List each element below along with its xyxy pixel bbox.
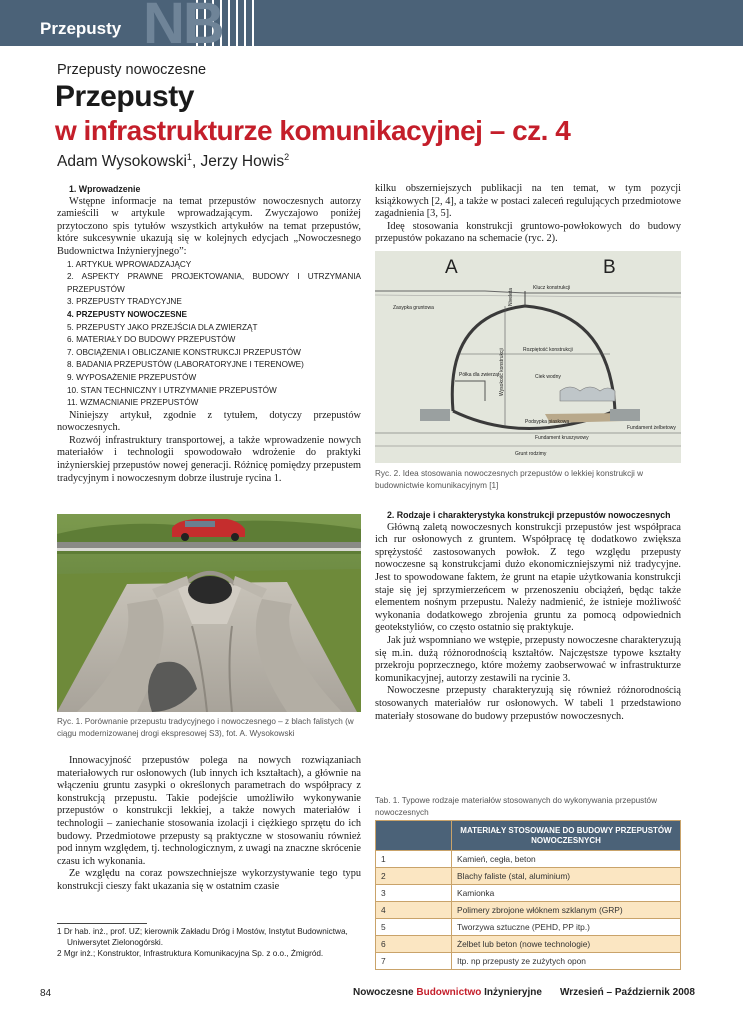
diagram-label-b: B	[603, 257, 616, 278]
paragraph: Innowacyjność przepustów polega na nowych rozwiązaniach materiałowych rur osłonowych (lub innych ich kształtach), a głównie na włączeniu gruntu zasypki o określonych parametrach do współpracy z konstrukcją przepustu. Takie podejście umożliwiło wykonywanie przepustów o konstrukcji lekkiej, a także nowych materiałów i technologii – zaniechanie stosowania izolacji i ciężkiego sprzętu do ich budowy. Przedmiotowe przepusty są praktyczne w stosowaniu również pod innym względem, tj. technologicznym, z uwagi na znaczne skrócenie czasu ich wykonania.	[57, 755, 361, 867]
toc-item: 1. ARTYKUŁ WPROWADZAJĄCY	[67, 259, 192, 269]
author-1: Adam Wysokowski	[57, 153, 187, 171]
author-1-footnote-mark: 1	[186, 152, 192, 162]
table-cell-number: 6	[376, 936, 452, 953]
left-column-top	[57, 183, 361, 485]
table-cell-material: Itp. np przepusty ze zużytych opon	[452, 953, 681, 970]
table-row	[376, 851, 681, 868]
figure-1-caption: Ryc. 1. Porównanie przepustu tradycyjnego i nowoczesnego – z blach falistych (w ciągu modernizowanej drogi ekspresowej S3), fot. A. Wysokowski	[57, 717, 354, 738]
right-column-top	[375, 183, 681, 246]
paragraph: Rozwój infrastruktury transportowej, a także wprowadzenie nowych materiałów i technologii spowodowało wdrożenie do praktyki inżynierskiej przepustów nowej generacji. Różnicę pomiędzy przepustem tradycyjnym i nowoczesnym dobrze ilustruje rycina 1.	[57, 434, 361, 484]
table-cell-material: Tworzywa sztuczne (PEHD, PP itp.)	[452, 919, 681, 936]
table-cell-material: Żelbet lub beton (nowe technologie)	[452, 936, 681, 953]
paragraph: Jak już wspomniano we wstępie, przepusty nowoczesne charakteryzują się m.in. dużą różnorodnością kształtów. Najczęstsze typowe kształty przekroju poprzecznego, które możemy zaobserwować w infrastrukturze komunikacyjnej, autorzy zestawili na rycinie 3.	[375, 634, 681, 684]
table-row	[376, 936, 681, 953]
diagram-text: Wysokość konstrukcji	[499, 348, 505, 396]
materials-table	[375, 820, 681, 970]
footnotes	[57, 927, 361, 959]
issue-date: Wrzesień – Październik 2008	[560, 987, 695, 998]
table-row	[376, 885, 681, 902]
footnote-1: 1 Dr hab. inż., prof. UZ; kierownik Zakładu Dróg i Mostów, Instytut Budownictwa, Uniwersytet Zielonogórski.	[57, 927, 348, 947]
table-cell-number: 7	[376, 953, 452, 970]
article-kicker: Przepusty nowoczesne	[57, 62, 207, 78]
magazine-name	[353, 987, 542, 998]
toc-item: 9. WYPOSAŻENIE PRZEPUSTÓW	[67, 372, 197, 382]
culvert-diagram	[375, 251, 681, 463]
table-1-caption: Tab. 1. Typowe rodzaje materiałów stosowanych do wykonywania przepustów nowoczesnych	[375, 796, 658, 817]
table-cell-number: 4	[376, 902, 452, 919]
diagram-text: Zasypka gruntowa	[393, 305, 434, 311]
diagram-text: Niveleta	[508, 287, 514, 306]
diagram-text: Fundament kruszywowy	[535, 435, 589, 441]
magazine-name-accent: Budownictwo	[416, 987, 482, 998]
table-row	[376, 902, 681, 919]
toc-item: 3. PRZEPUSTY TRADYCYJNE	[67, 297, 182, 307]
author-2-footnote-mark: 2	[284, 152, 290, 162]
author-2: , Jerzy Howis	[191, 153, 285, 171]
section-header-band	[0, 0, 743, 56]
table-row	[376, 953, 681, 970]
series-toc	[57, 259, 361, 410]
paragraph: Wstępne informacje na temat przepustów nowoczesnych autorzy zamieścili w artykule wprowadzającym. Zwyczajowo poniżej przytoczono spis tytułów wszystkich artykułów na temat przepustów, które sukcesywnie ukazują się w kolejnych edycjach „Nowoczesnego Budownictwa Inżynieryjnego”:	[57, 195, 361, 257]
diagram-text: Klucz konstrukcji	[533, 285, 571, 291]
diagram-text: Półka dla zwierząt	[459, 372, 500, 378]
diagram-text: Podsypka piaskowa	[525, 419, 570, 425]
toc-item: 10. STAN TECHNICZNY I UTRZYMANIE PRZEPUSTÓW	[67, 385, 277, 395]
diagram-text: Ciek wodny	[535, 374, 561, 380]
toc-item: 5. PRZEPUSTY JAKO PRZEJŚCIA DLA ZWIERZĄT	[67, 322, 258, 332]
paragraph: kilku obszerniejszych publikacji na ten temat, w tym pozycji książkowych [2, 4], a także w postaci zaleceń regulujących przedmiotowe zagadnienia [3, 5].	[375, 183, 681, 220]
table-cell-material: Blachy faliste (stal, aluminium)	[452, 868, 681, 885]
paragraph: Niniejszy artykuł, zgodnie z tytułem, dotyczy przepustów nowoczesnych.	[57, 409, 361, 434]
section-title: Przepusty	[40, 19, 122, 38]
footnote-rule	[57, 923, 147, 924]
section-heading-intro: 1. Wprowadzenie	[69, 184, 141, 194]
article-title-line2: w infrastrukturze komunikacyjnej – cz. 4	[55, 115, 571, 146]
culvert-photo	[57, 514, 361, 712]
left-column-bottom	[57, 755, 361, 894]
toc-item: 7. OBCIĄŻENIA I OBLICZANIE KONSTRUKCJI PRZEPUSTÓW	[67, 347, 301, 357]
diagram-text: Fundament żelbetowy	[627, 425, 676, 431]
right-column-middle	[375, 509, 681, 723]
table-cell-material: Kamionka	[452, 885, 681, 902]
article-title-line1: Przepusty	[55, 80, 194, 113]
footnote-2: 2 Mgr inż.; Konstruktor, Infrastruktura Komunikacyjna Sp. z o.o., Żmigród.	[57, 948, 324, 958]
paragraph: Główną zaletą nowoczesnych konstrukcji przepustów jest współpraca ich rur osłonowych z gruntem. Współpracę tę dodatkowo zwiększa sprężystość zastosowanych powłok. Z tego względu przepusty nowoczesne są konstrukcjami dużo ekonomiczniejszymi niż tradycyjne. Jest to spowodowane faktem, że grunt na etapie użytkowania konstrukcji staje się jej sprzymierzeńcem w przenoszeniu obciążeń, będąc także elementem nośnym przepustu. Należy nadmienić, że istnieje możliwość wykonania dodatkowego zbrojenia gruntu za pomocą odpowiednich geotekstyliów, co często ostatnio się praktykuje.	[375, 521, 681, 634]
magazine-name-part: Inżynieryjne	[481, 987, 542, 998]
table-header: MATERIAŁY STOSOWANE DO BUDOWY PRZEPUSTÓW NOWOCZESNYCH	[452, 821, 681, 851]
paragraph: Ideę stosowania konstrukcji gruntowo-powłokowych do budowy przepustów pokazano na schemacie (ryc. 2).	[375, 220, 681, 245]
toc-item-current: 4. PRZEPUSTY NOWOCZESNE	[67, 309, 187, 319]
table-cell-number: 5	[376, 919, 452, 936]
diagram-text: Rozpiętość konstrukcji	[523, 347, 573, 353]
table-cell-number: 3	[376, 885, 452, 902]
table-cell-material: Kamień, cegła, beton	[452, 851, 681, 868]
table-cell-material: Polimery zbrojone włóknem szklanym (GRP)	[452, 902, 681, 919]
diagram-text: Grunt rodzimy	[515, 451, 547, 457]
toc-item: 6. MATERIAŁY DO BUDOWY PRZEPUSTÓW	[67, 335, 236, 345]
paragraph: Nowoczesne przepusty charakteryzują się również różnorodnością stosowanych materiałów rur osłonowych. W tabeli 1 przedstawiono materiały stosowane do budowy przepustów nowoczesnych.	[375, 685, 681, 722]
toc-item: 11. WZMACNIANIE PRZEPUSTÓW	[67, 398, 199, 408]
diagram-label-a: A	[445, 257, 458, 278]
paragraph: Ze względu na coraz powszechniejsze wykorzystywanie tego typu konstrukcji cieszy fakt ukazania się w ostatnim czasie	[57, 868, 361, 892]
section-heading-types: 2. Rodzaje i charakterystyka konstrukcji przepustów nowoczesnych	[387, 510, 671, 520]
toc-item: 8. BADANIA PRZEPUSTÓW (LABORATORYJNE I TERENOWE)	[67, 360, 304, 370]
article-authors	[57, 152, 289, 171]
table-cell-number: 1	[376, 851, 452, 868]
table-row	[376, 919, 681, 936]
table-cell-number: 2	[376, 868, 452, 885]
magazine-name-part: Nowoczesne	[353, 987, 417, 998]
figure-2-caption: Ryc. 2. Idea stosowania nowoczesnych przepustów o lekkiej konstrukcji w budownictwie komunikacyjnym [1]	[375, 469, 644, 490]
table-header-blank	[376, 821, 452, 851]
table-row	[376, 868, 681, 885]
toc-item: 2. ASPEKTY PRAWNE PROJEKTOWANIA, BUDOWY I UTRZYMANIA PRZEPUSTÓW	[67, 272, 361, 294]
magazine-logo: NB	[143, 0, 223, 56]
page-number: 84	[40, 988, 52, 999]
